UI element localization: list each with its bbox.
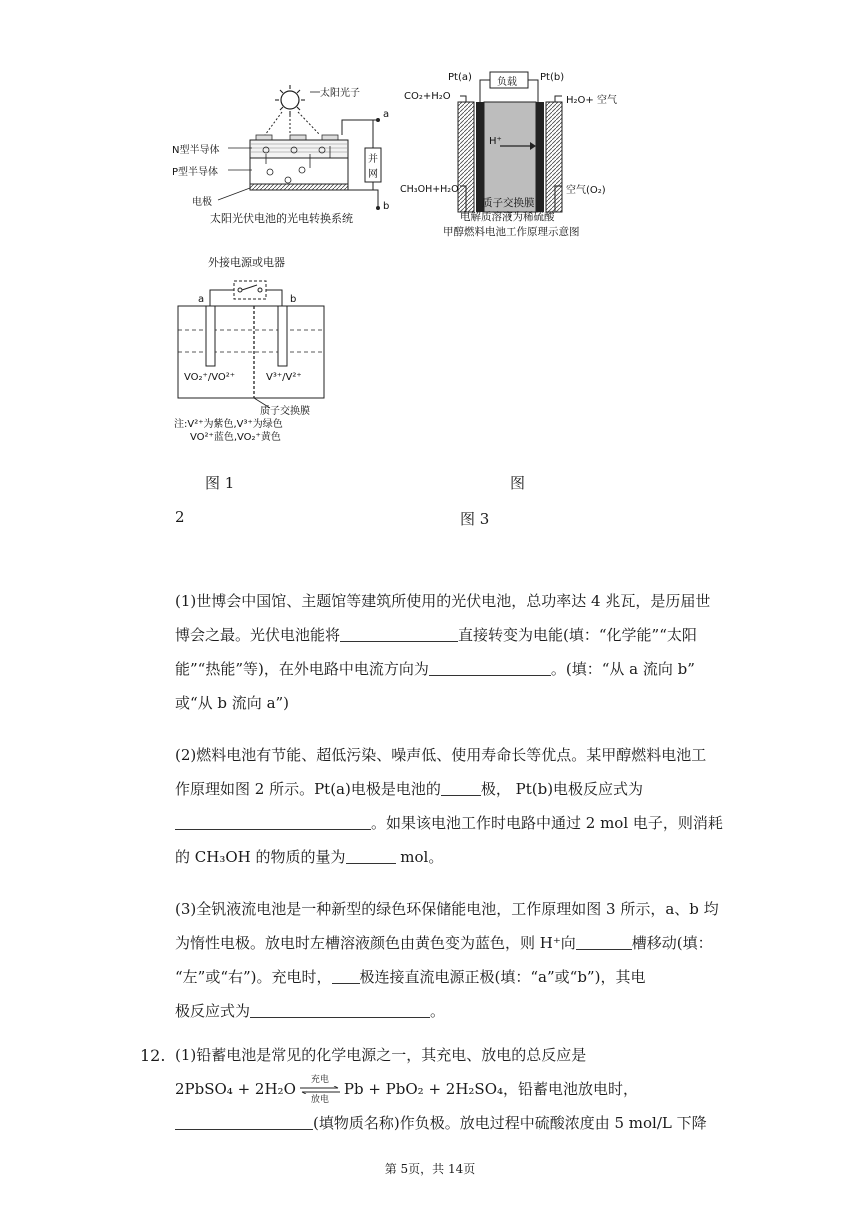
fig1-n-layer-label: N型半导体 — [172, 145, 220, 156]
fig2-pt-b-label: Pt(b) — [540, 72, 565, 83]
figure-1-solar-cell — [170, 80, 400, 230]
fig3-note-1: 注:V²⁺为紫色,V³⁺为绿色 — [174, 419, 283, 430]
page-footer: 第 5页，共 14页 — [384, 1162, 476, 1176]
caption-figure-2-part2: 2 — [175, 508, 185, 526]
fig1-terminal-a: a — [383, 109, 390, 120]
fig2-in-left-bottom: CH₃OH+H₂O — [400, 184, 459, 195]
fig1-caption: 太阳光伏电池的光电转换系统 — [210, 212, 353, 225]
answer-blank[interactable] — [441, 778, 481, 796]
fig3-left-couple: VO₂⁺/VO²⁺ — [184, 372, 236, 383]
fig2-membrane-label: 质子交换膜 — [482, 197, 535, 209]
reversible-arrow: 充电 放电 — [298, 1075, 342, 1105]
q12-line-3: (填物质名称)作负极。放电过程中硫酸浓度由 5 mol/L 下降 — [175, 1106, 720, 1140]
fig1-sunlight-label: 太阳光子 — [320, 88, 360, 99]
q11-part-3 — [175, 892, 720, 1028]
q12-number: 12. — [140, 1046, 166, 1065]
fig2-in-right-bottom: 空气(O₂) — [566, 185, 606, 196]
fig3-terminal-b: b — [290, 294, 297, 305]
q11-p3-line-4: 极反应式为 。 — [175, 1002, 446, 1020]
caption-figure-1: 图 1 — [205, 474, 235, 492]
q11-part-2 — [175, 738, 723, 874]
answer-blank[interactable] — [576, 932, 632, 950]
fig3-note-2: VO²⁺蓝色,VO₂⁺黄色 — [190, 432, 281, 443]
fig2-pt-a-label: Pt(a) — [448, 72, 472, 83]
answer-blank[interactable] — [250, 1000, 430, 1018]
flow-battery-diagram — [170, 248, 335, 443]
q11-p1-line-4: 或“从 b 流向 a”) — [175, 694, 290, 712]
answer-blank[interactable] — [346, 846, 396, 864]
q11-p3-line-2: 为惰性电极。放电时左槽溶液颜色由黄色变为蓝色，则 H⁺向 槽移动(填： — [175, 934, 713, 952]
q11-p1-line-1: (1)世博会中国馆、主题馆等建筑所使用的光伏电池，总功率达 4 兆瓦，是历届世 — [175, 592, 711, 610]
q11-p1-line-3: 能”“热能”等)，在外电路中电流方向为 。(填：“从 a 流向 b” — [175, 660, 695, 678]
fig3-right-couple: V³⁺/V²⁺ — [266, 372, 302, 383]
fig1-grid-char1: 并 — [368, 154, 378, 165]
fig2-out-right-top: H₂O+ 空气 — [566, 95, 617, 106]
figure-2-fuel-cell — [400, 68, 615, 243]
fig3-source-label: 外接电源或电器 — [208, 256, 285, 269]
fig2-load-label: 负载 — [497, 77, 517, 88]
caption-figure-3: 图 3 — [460, 510, 490, 528]
fig3-terminal-a: a — [198, 294, 205, 305]
fig1-electrode-label: 电极 — [192, 197, 212, 208]
q12-line-1: (1)铅蓄电池是常见的化学电源之一，其充电、放电的总反应是 — [175, 1046, 587, 1064]
answer-blank[interactable] — [175, 1112, 313, 1130]
q11-p2-line-4: 的 CH₃OH 的物质的量为 mol。 — [175, 848, 444, 866]
answer-blank[interactable] — [332, 966, 360, 984]
q11-p1-line-2: 博会之最。光伏电池能将 直接转变为电能(填：“化学能”“太阳 — [175, 626, 697, 644]
q11-part-1 — [175, 584, 720, 720]
fig3-membrane-label: 质子交换膜 — [260, 406, 310, 417]
caption-figure-2-part1: 图 — [510, 474, 526, 492]
q11-p2-line-2: 作原理如图 2 所示。Pt(a)电极是电池的 极， Pt(b)电极反应式为 — [175, 780, 644, 798]
figure-3-flow-battery — [170, 248, 335, 443]
answer-blank[interactable] — [429, 658, 551, 676]
q11-p2-line-1: (2)燃料电池有节能、超低污染、噪声低、使用寿命长等优点。某甲醇燃料电池工 — [175, 746, 707, 764]
fig1-terminal-b: b — [383, 201, 390, 212]
q11-p3-line-3: “左”或“右”)。充电时， 极连接直流电源正极(填：“a”或“b”)，其电 — [175, 968, 646, 986]
q12-equation: 2PbSO₄ + 2H₂O 充电 放电 Pb + PbO₂ + 2H₂SO₄，铅蓄电池放电时， — [175, 1075, 639, 1105]
fig2-in-left-top: CO₂+H₂O — [404, 91, 451, 102]
fig2-ion-label: H⁺ — [489, 136, 502, 147]
fig1-grid-char2: 网 — [368, 169, 378, 180]
fig1-p-layer-label: P型半导体 — [172, 167, 219, 178]
fig2-electrolyte-label: 电解质溶液为稀硫酸 — [460, 211, 555, 223]
q11-p3-line-1: (3)全钒液流电池是一种新型的绿色环保储能电池，工作原理如图 3 所示，a、b 均 — [175, 900, 719, 918]
fig2-caption: 甲醇燃料电池工作原理示意图 — [443, 226, 580, 238]
q11-p2-line-3: 。如果该电池工作时电路中通过 2 mol 电子，则消耗 — [175, 806, 720, 840]
q12-body — [175, 1038, 720, 1140]
answer-blank[interactable] — [340, 624, 458, 642]
answer-blank[interactable] — [175, 812, 371, 830]
